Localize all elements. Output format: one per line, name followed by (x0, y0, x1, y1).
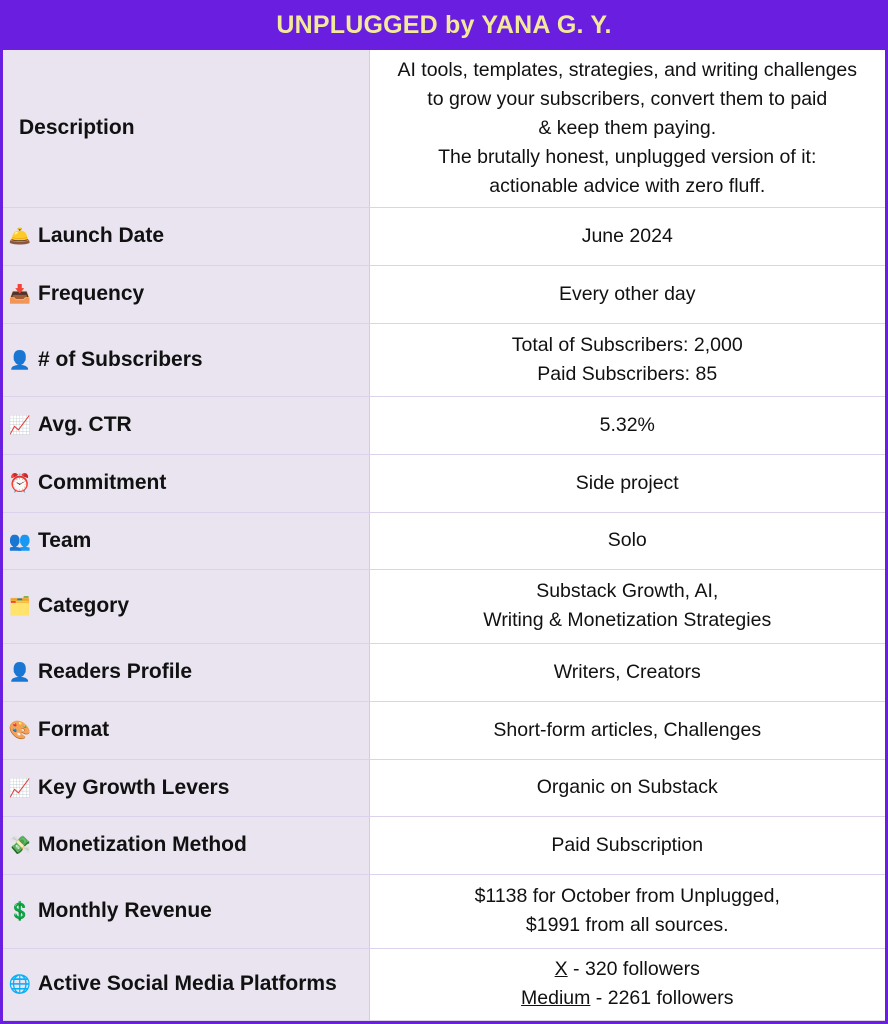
bell-icon: 🛎️ (8, 226, 32, 246)
row-value-cell (369, 396, 885, 454)
row-value-line: Side project (575, 471, 679, 494)
row-value-cell (369, 701, 885, 759)
row-value-line: Organic on Substack (536, 776, 718, 798)
row-value-cell (369, 512, 885, 569)
row-label-cell (3, 701, 369, 759)
row-label-cell (3, 948, 369, 1020)
row-value-line: Paid Subscribers: 85 (537, 362, 718, 385)
table-row (3, 874, 885, 948)
table-row (3, 816, 885, 874)
row-value-line: Short-form articles, Challenges (493, 718, 762, 741)
row-value-cell (369, 454, 885, 512)
row-value-line: June 2024 (581, 224, 673, 247)
row-label: Format (38, 718, 110, 741)
table-row (3, 948, 885, 1020)
row-label: Launch Date (38, 224, 165, 247)
table-row (3, 323, 885, 396)
row-value-line: Every other day (558, 282, 696, 305)
row-label: Key Growth Levers (38, 775, 230, 799)
social-followers-text: - 320 followers (567, 958, 700, 980)
row-label-cell (3, 874, 369, 948)
row-label: Monetization Method (38, 833, 247, 856)
row-label-cell (3, 512, 369, 569)
row-label-cell (3, 569, 369, 643)
social-platform-line (370, 955, 886, 984)
row-label-cell (3, 50, 369, 207)
social-platform-link[interactable]: X (554, 958, 568, 980)
table-row (3, 759, 885, 816)
row-value-cell (369, 323, 885, 396)
row-value-cell (369, 643, 885, 701)
row-value-cell (369, 50, 885, 207)
row-value-line: 5.32% (599, 413, 655, 436)
card-title: UNPLUGGED by YANA G. Y. (276, 10, 612, 39)
row-value-line: $1991 from all sources. (525, 914, 729, 936)
chart-increasing-icon: 📈 (8, 777, 32, 798)
row-label-cell (3, 643, 369, 701)
row-label-cell (3, 454, 369, 512)
row-label: Active Social Media Platforms (38, 972, 337, 995)
social-platform-link[interactable]: Medium (521, 987, 591, 1009)
row-value-cell (369, 816, 885, 874)
dollar-sign-icon: 💲 (8, 901, 32, 921)
row-label-cell (3, 323, 369, 396)
row-label: Readers Profile (38, 660, 193, 683)
row-label: Avg. CTR (38, 413, 132, 436)
newsletter-info-table (3, 50, 885, 1021)
row-label: Frequency (38, 282, 145, 305)
row-label: Commitment (38, 471, 167, 494)
social-followers-text: - 2261 followers (590, 987, 734, 1009)
row-value-line: Writers, Creators (553, 660, 701, 683)
people-icon: 👥 (8, 530, 32, 551)
money-with-wings-icon: 💸 (8, 835, 32, 855)
table-row (3, 396, 885, 454)
row-label-cell (3, 759, 369, 816)
row-label-cell (3, 207, 369, 265)
row-value-line: Paid Subscription (551, 833, 704, 856)
row-label: Category (38, 594, 130, 617)
row-value-cell (369, 207, 885, 265)
row-value-cell (369, 265, 885, 323)
row-label-cell (3, 265, 369, 323)
person-icon: 👤 (8, 662, 32, 682)
inbox-tray-icon: 📥 (8, 284, 32, 304)
table-row (3, 701, 885, 759)
table-row (3, 569, 885, 643)
row-value-cell (369, 948, 885, 1020)
row-value-line: to grow your subscribers, convert them to paid (427, 87, 828, 110)
palette-icon: 🎨 (8, 720, 32, 740)
row-value-line: & keep them paying. (538, 116, 717, 139)
alarm-clock-icon: ⏰ (8, 473, 32, 493)
row-label: # of Subscribers (38, 347, 203, 371)
row-value-line: Writing & Monetization Strategies (483, 609, 772, 631)
row-label: Team (38, 528, 92, 552)
table-row (3, 512, 885, 569)
row-value-line: AI tools, templates, strategies, and writing challenges (397, 58, 858, 81)
row-value-line: Substack Growth, AI, (536, 580, 719, 602)
row-label-cell (3, 816, 369, 874)
table-row (3, 50, 885, 207)
table-row (3, 265, 885, 323)
person-icon: 👤 (8, 349, 32, 370)
row-value-line: Solo (607, 529, 647, 551)
row-value-cell (369, 759, 885, 816)
row-value-line: $1138 for October from Unplugged, (474, 885, 780, 907)
row-label-cell (3, 396, 369, 454)
row-label: Monthly Revenue (38, 899, 212, 922)
table-row (3, 643, 885, 701)
row-value-cell (369, 874, 885, 948)
table-row (3, 207, 885, 265)
row-value-cell (369, 569, 885, 643)
social-platform-line (370, 984, 886, 1013)
chart-increasing-icon: 📈 (8, 415, 32, 435)
row-label: Description (19, 116, 135, 140)
row-value-line: The brutally honest, unplugged version of it: (438, 145, 817, 168)
row-value-line: actionable advice with zero fluff. (489, 174, 766, 197)
row-value-line: Total of Subscribers: 2,000 (511, 333, 743, 356)
globe-icon: 🌐 (8, 974, 32, 994)
folder-icon: 🗂️ (8, 596, 32, 616)
table-row (3, 454, 885, 512)
